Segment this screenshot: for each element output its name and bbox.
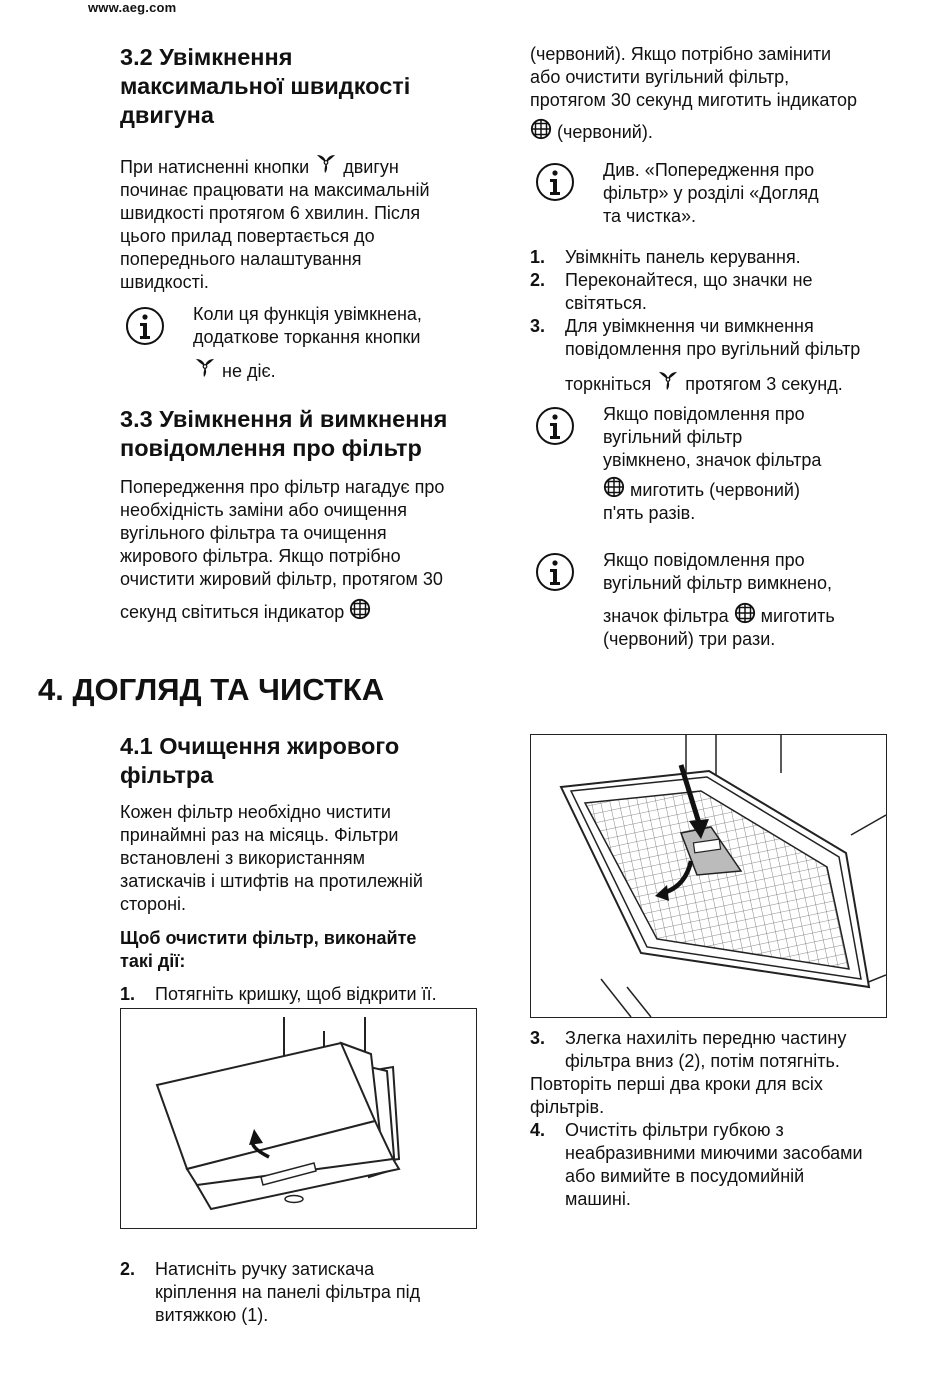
info-note-filter-off: Якщо повідомлення про вугільний фільтр вимкнено, значок фільтра миготить (червоний) три рази.: [603, 550, 835, 649]
step-1: 1. Потягніть кришку, щоб відкрити її.: [120, 984, 437, 1004]
fan-icon: [656, 368, 680, 392]
list-item: 3. Злегка нахиліть передню частину фільтра вниз (2), потім потягніть.: [530, 1028, 847, 1071]
procedure-heading: Щоб очистити фільтр, виконайте такі дії:: [120, 928, 417, 971]
info-note-filter-on: Якщо повідомлення про вугільний фільтр увімкнено, значок фільтра миготить (червоний) п'ять разів.: [603, 403, 903, 525]
list-item: 2. Переконайтеся, що значки не світяться.: [530, 270, 813, 313]
filter-illustration: [531, 735, 886, 1017]
section-3-3-title: 3.3 Увімкнення й вимкнення повідомлення про фільтр: [120, 406, 448, 461]
list-item: 3. Для увімкнення чи вимкнення повідомлення про вугільний фільтр торкніться протягом 3 секунд.: [530, 316, 861, 394]
title-line: максимальної швидкості: [120, 73, 411, 99]
section-3-3-body: Попередження про фільтр нагадує про необхідність заміни або очищення вугільного фільтра та очищення жирового фільтра. Якщо потрібно очистити жировий фільтр, протягом 30 секунд світиться індикатор: [120, 477, 445, 622]
section-3-2-title: [120, 43, 410, 130]
info-icon: [125, 306, 165, 346]
fan-icon: [193, 355, 217, 379]
hood-illustration: [121, 1009, 476, 1228]
filter-indicator-text: (червоний). Якщо потрібно замінити або очистити вугільний фільтр, протягом 30 секунд миготить індикатор (червоний).: [530, 44, 858, 142]
hood-lid-illustration: [120, 1008, 477, 1229]
filter-removal-illustration: [530, 734, 887, 1018]
filter-icon: [603, 476, 625, 498]
filter-icon: [734, 602, 756, 624]
info-note-3-2: Коли ця функція увімкнена, додаткове торкання кнопки не діє.: [193, 304, 422, 381]
filter-steps: [530, 246, 910, 396]
steps-3-4: 3. Злегка нахиліть передню частину фільтра вниз (2), потім потягніть. Повторіть перші два кроки для всіх фільтрів. 4. Очистіть фільтри губкою з неабразивними миючими засобами або вимийте в посудомийній машині.: [530, 1027, 920, 1211]
note-line: п'ять разів.: [603, 503, 696, 523]
info-icon: [535, 406, 575, 446]
title-line: двигуна: [120, 102, 214, 128]
filter-icon: [349, 598, 371, 620]
fan-icon: [314, 151, 338, 175]
info-icon: [535, 162, 575, 202]
chapter-title: 4. ДОГЛЯД ТА ЧИСТКА: [38, 672, 385, 707]
section-4-1-title: 4.1 Очищення жирового фільтра: [120, 733, 400, 788]
section-3-2-body: При натисненні кнопки двигун починає працювати на максимальній швидкості протягом 6 хвилин. Після цього прилад повертається до попереднього налаштування швидкості.: [120, 151, 500, 294]
list-item: 4. Очистіть фільтри губкою з неабразивними миючими засобами або вимийте в посудомийній машині.: [530, 1120, 863, 1209]
title-line: 3.2 Увімкнення: [120, 44, 293, 70]
info-note-see: Див. «Попередження про фільтр» у розділі «Догляд та чистка».: [603, 160, 819, 226]
filter-icon: [530, 118, 552, 140]
step-2: 2. Натисніть ручку затискача кріплення на панелі фільтра під витяжкою (1).: [120, 1259, 421, 1325]
section-4-1-body: Кожен фільтр необхідно чистити принаймні раз на місяць. Фільтри встановлені з використанням затискачів і штифтів на протилежній стороні.: [120, 802, 423, 914]
list-item: 1. Увімкніть панель керування.: [530, 247, 801, 267]
info-icon: [535, 552, 575, 592]
site-url: www.aeg.com: [88, 0, 177, 15]
